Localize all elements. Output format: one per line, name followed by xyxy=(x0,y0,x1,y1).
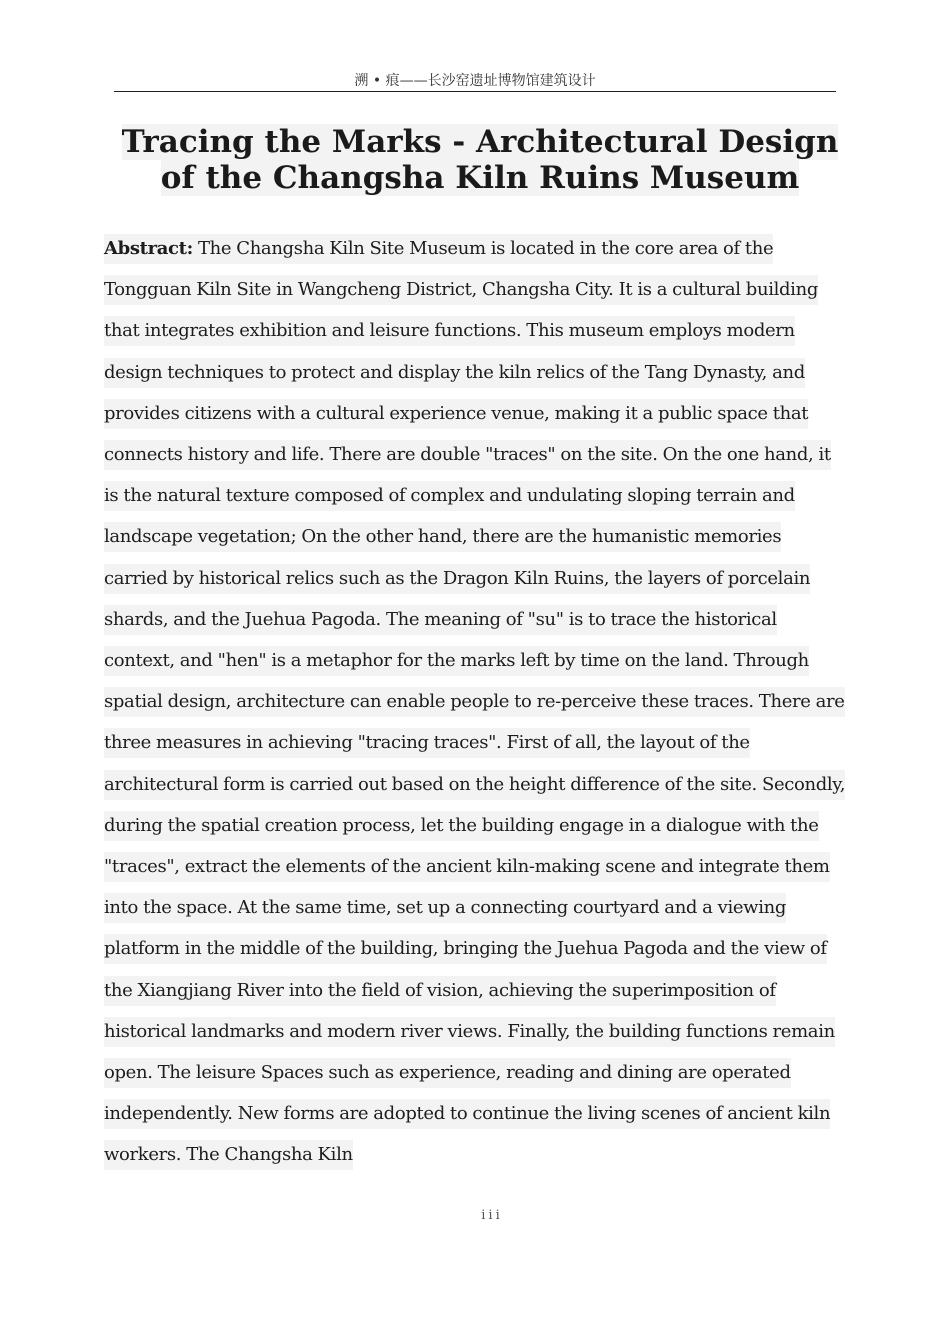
document-title xyxy=(104,124,856,196)
abstract-label: Abstract: xyxy=(104,238,193,259)
page-number: iii xyxy=(481,1208,503,1223)
document-title-text: Tracing the Marks - Architectural Design of the Changsha Kiln Ruins Museum xyxy=(121,124,839,196)
abstract-paragraph xyxy=(104,228,846,1176)
running-header-title: 溯 • 痕——长沙窑遗址博物馆建筑设计 xyxy=(354,73,596,89)
abstract-body xyxy=(104,234,845,1170)
header-rule xyxy=(114,91,836,92)
abstract-text: The Changsha Kiln Site Museum is located in the core area of the Tongguan Kiln Site in Wangcheng District, Changsha City. It is a cultural building that integrates exhibition and leisure functions. This museum employs modern design techniques to protect and display the kiln relics of the Tang Dynasty, and provides citizens with a cultural experience venue, making it a public space that connects history and life. There are double "traces" on the site. On the one hand, it is the natural texture composed of complex and undulating sloping terrain and landscape vegetation; On the other hand, there are the humanistic memories carried by historical relics such as the Dragon Kiln Ruins, the layers of porcelain shards, and the Juehua Pagoda. The meaning of "su" is to trace the historical context, and "hen" is a metaphor for the marks left by time on the land. Through spatial design, architecture can enable people to re-perceive these traces. There are three measures in achieving "tracing traces". First of all, the layout of the architectural form is carried out based on the height difference of the site. Secondly, during the spatial creation process, let the building engage in a dialogue with the "traces", extract the elements of the ancient kiln-making scene and integrate them into the space. At the same time, set up a connecting courtyard and a viewing platform in the middle of the building, bringing the Juehua Pagoda and the view of the Xiangjiang River into the field of vision, achieving the superimposition of historical landmarks and modern river views. Finally, the building functions remain open. The leisure Spaces such as experience, reading and dining are operated independently. New forms are adopted to continue the living scenes of ancient kiln workers. The Changsha Kiln xyxy=(104,238,846,1166)
running-header xyxy=(114,72,836,90)
